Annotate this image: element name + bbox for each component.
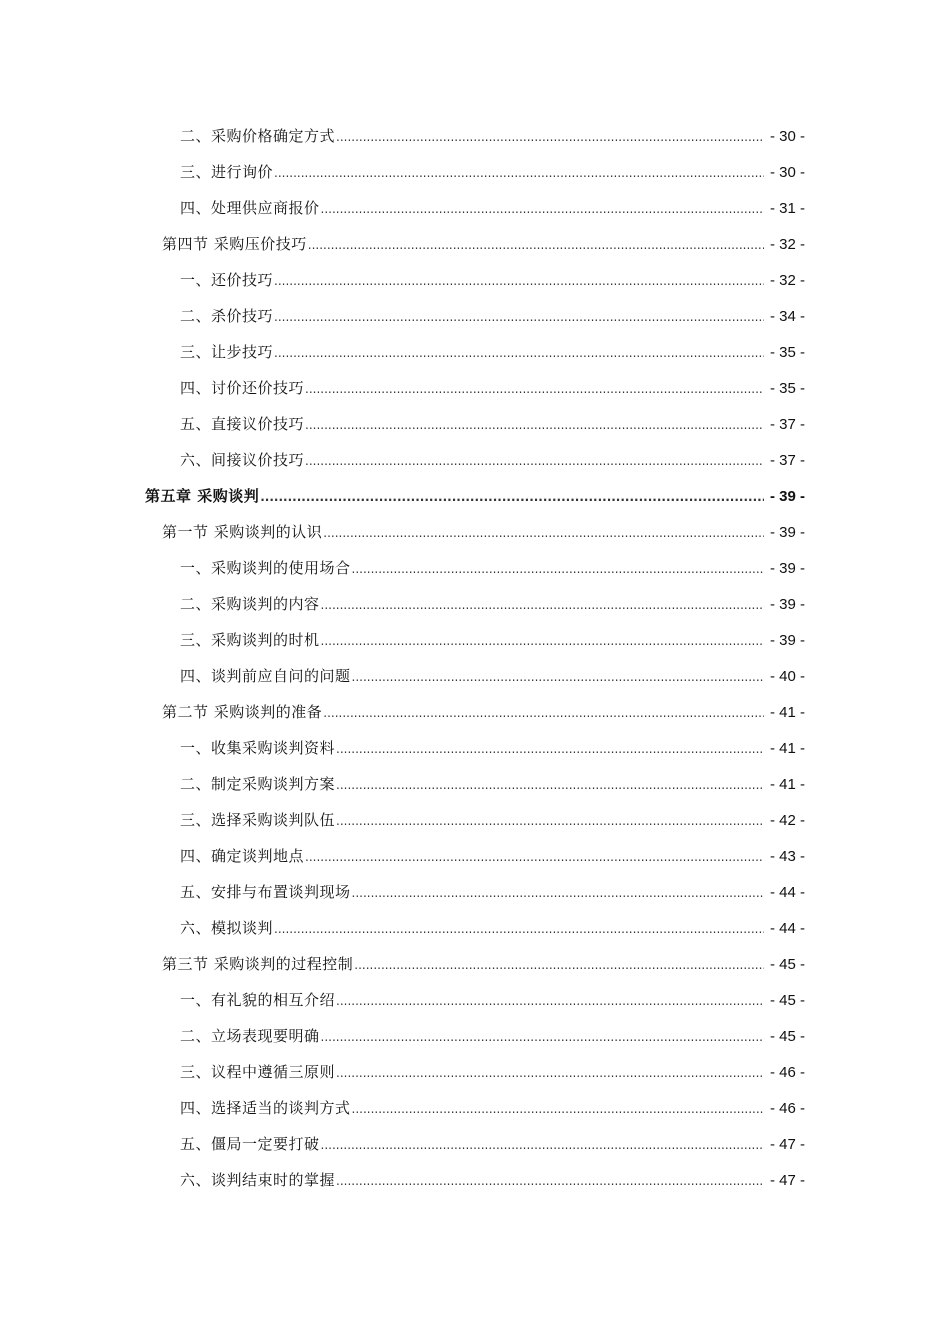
- toc-entry-label: 二、制定采购谈判方案: [180, 775, 336, 793]
- toc-entry-label: 四、讨价还价技巧: [180, 379, 305, 397]
- toc-entry[interactable]: [0, 194, 950, 222]
- toc-page-number: - 46 -: [769, 1100, 805, 1117]
- toc-entry[interactable]: [0, 1166, 950, 1194]
- toc-entry[interactable]: [0, 374, 950, 402]
- toc-page-number: - 34 -: [769, 308, 805, 325]
- toc-entry[interactable]: [0, 770, 950, 798]
- toc-section-entry[interactable]: [0, 518, 950, 546]
- toc-page-number: - 47 -: [769, 1172, 805, 1189]
- toc-entry[interactable]: [0, 1058, 950, 1086]
- toc-entry[interactable]: [0, 158, 950, 186]
- toc-entry-label: 四、选择适当的谈判方式: [180, 1099, 351, 1117]
- dot-leader: [321, 591, 764, 619]
- toc-entry-label: 三、让步技巧: [180, 343, 274, 361]
- toc-entry[interactable]: [0, 590, 950, 618]
- toc-page-number: - 44 -: [769, 920, 805, 937]
- toc-page-number: - 32 -: [769, 236, 805, 253]
- dot-leader: [336, 123, 764, 151]
- toc-page-number: - 37 -: [769, 416, 805, 433]
- dot-leader: [305, 375, 764, 403]
- toc-entry[interactable]: [0, 986, 950, 1014]
- toc-section-entry[interactable]: [0, 950, 950, 978]
- toc-entry[interactable]: [0, 626, 950, 654]
- toc-entry[interactable]: [0, 1094, 950, 1122]
- dot-leader: [336, 1059, 764, 1087]
- dot-leader: [354, 951, 764, 979]
- toc-entry[interactable]: [0, 554, 950, 582]
- toc-page-number: - 30 -: [769, 164, 805, 181]
- toc-entry-label: 五、僵局一定要打破: [180, 1135, 320, 1153]
- toc-chapter-entry[interactable]: [0, 482, 950, 510]
- dot-leader: [305, 411, 764, 439]
- toc-page-number: - 46 -: [769, 1064, 805, 1081]
- toc-entry[interactable]: [0, 914, 950, 942]
- dot-leader: [274, 159, 764, 187]
- toc-page-number: - 42 -: [769, 812, 805, 829]
- dot-leader: [336, 807, 764, 835]
- toc-entry[interactable]: [0, 878, 950, 906]
- toc-page-number: - 41 -: [769, 776, 805, 793]
- toc-entry-label: 二、采购谈判的内容: [180, 595, 320, 613]
- toc-entry-label: 第三节 采购谈判的过程控制: [162, 955, 354, 973]
- toc-page-number: - 41 -: [769, 704, 805, 721]
- toc-entry[interactable]: [0, 1130, 950, 1158]
- toc-entry[interactable]: [0, 302, 950, 330]
- toc-entry-label: 四、谈判前应自问的问题: [180, 667, 351, 685]
- toc-page-number: - 39 -: [769, 632, 805, 649]
- dot-leader: [274, 339, 764, 367]
- dot-leader: [336, 1167, 764, 1195]
- dot-leader: [336, 771, 764, 799]
- toc-entry-label: 三、进行询价: [180, 163, 274, 181]
- dot-leader: [260, 483, 764, 511]
- toc-page-number: - 30 -: [769, 128, 805, 145]
- toc-entry[interactable]: [0, 842, 950, 870]
- toc-entry-label: 五、安排与布置谈判现场: [180, 883, 351, 901]
- toc-page-number: - 39 -: [769, 560, 805, 577]
- toc-section-entry[interactable]: [0, 698, 950, 726]
- dot-leader: [323, 519, 764, 547]
- toc-entry-label: 第一节 采购谈判的认识: [162, 523, 323, 541]
- toc-page-number: - 44 -: [769, 884, 805, 901]
- dot-leader: [305, 843, 764, 871]
- dot-leader: [308, 231, 764, 259]
- dot-leader: [323, 699, 764, 727]
- toc-page-number: - 39 -: [769, 524, 805, 541]
- toc-entry[interactable]: [0, 446, 950, 474]
- toc-entry-label: 第五章 采购谈判: [145, 487, 260, 505]
- toc-entry[interactable]: [0, 410, 950, 438]
- toc-entry-label: 第二节 采购谈判的准备: [162, 703, 323, 721]
- toc-entry-label: 六、间接议价技巧: [180, 451, 305, 469]
- toc-page-number: - 45 -: [769, 956, 805, 973]
- toc-page-number: - 39 -: [769, 596, 805, 613]
- toc-entry-label: 二、采购价格确定方式: [180, 127, 336, 145]
- toc-entry-label: 六、模拟谈判: [180, 919, 274, 937]
- dot-leader: [352, 879, 764, 907]
- toc-entry-label: 一、采购谈判的使用场合: [180, 559, 351, 577]
- toc-entry[interactable]: [0, 662, 950, 690]
- toc-entry-label: 二、杀价技巧: [180, 307, 274, 325]
- toc-page-number: - 43 -: [769, 848, 805, 865]
- toc-entry[interactable]: [0, 1022, 950, 1050]
- toc-entry-label: 一、还价技巧: [180, 271, 274, 289]
- toc-entry-label: 一、收集采购谈判资料: [180, 739, 336, 757]
- toc-entry-label: 六、谈判结束时的掌握: [180, 1171, 336, 1189]
- toc-section-entry[interactable]: [0, 230, 950, 258]
- dot-leader: [274, 915, 764, 943]
- toc-page-number: - 45 -: [769, 1028, 805, 1045]
- toc-entry-label: 一、有礼貌的相互介绍: [180, 991, 336, 1009]
- dot-leader: [274, 303, 764, 331]
- toc-entry-label: 二、立场表现要明确: [180, 1027, 320, 1045]
- toc-entry-label: 三、采购谈判的时机: [180, 631, 320, 649]
- dot-leader: [305, 447, 764, 475]
- dot-leader: [352, 663, 764, 691]
- toc-entry-label: 四、处理供应商报价: [180, 199, 320, 217]
- toc-page-number: - 47 -: [769, 1136, 805, 1153]
- toc-page-number: - 35 -: [769, 380, 805, 397]
- toc-page-number: - 37 -: [769, 452, 805, 469]
- toc-entry-label: 五、直接议价技巧: [180, 415, 305, 433]
- toc-entry[interactable]: [0, 122, 950, 150]
- toc-entry[interactable]: [0, 734, 950, 762]
- toc-page-number: - 31 -: [769, 200, 805, 217]
- toc-page-number: - 32 -: [769, 272, 805, 289]
- toc-page-number: - 41 -: [769, 740, 805, 757]
- toc-entry-label: 第四节 采购压价技巧: [162, 235, 307, 253]
- toc-entry-label: 四、确定谈判地点: [180, 847, 305, 865]
- dot-leader: [321, 195, 764, 223]
- toc-entry[interactable]: [0, 338, 950, 366]
- toc-entry[interactable]: [0, 806, 950, 834]
- toc-page-number: - 35 -: [769, 344, 805, 361]
- toc-page-number: - 39 -: [769, 488, 805, 505]
- dot-leader: [321, 627, 764, 655]
- toc-entry-label: 三、选择采购谈判队伍: [180, 811, 336, 829]
- dot-leader: [321, 1131, 764, 1159]
- toc-page-number: - 40 -: [769, 668, 805, 685]
- dot-leader: [352, 1095, 764, 1123]
- dot-leader: [336, 987, 764, 1015]
- toc-entry-label: 三、议程中遵循三原则: [180, 1063, 336, 1081]
- dot-leader: [352, 555, 764, 583]
- dot-leader: [274, 267, 764, 295]
- dot-leader: [321, 1023, 764, 1051]
- dot-leader: [336, 735, 764, 763]
- toc-entry[interactable]: [0, 266, 950, 294]
- toc-page-number: - 45 -: [769, 992, 805, 1009]
